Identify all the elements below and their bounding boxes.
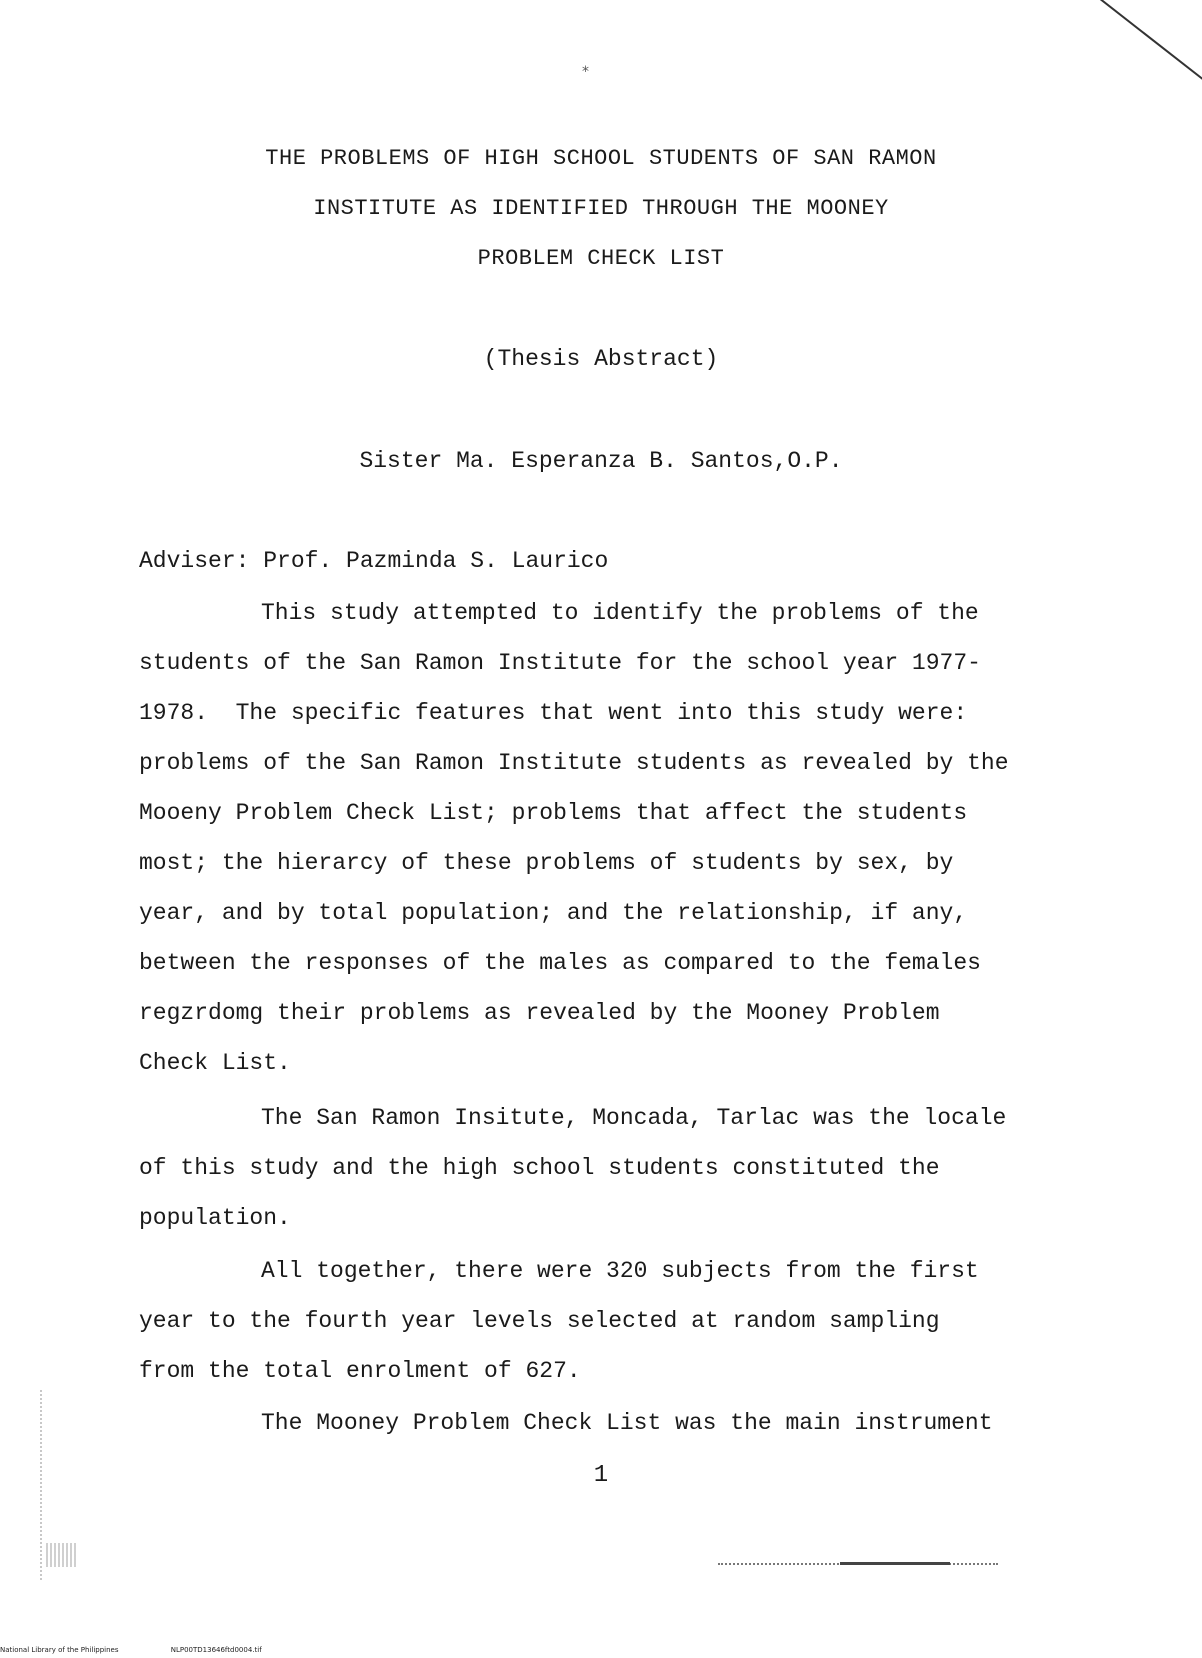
paragraph-line: Mooeny Problem Check List; problems that affect the students	[139, 800, 968, 826]
footer	[0, 1646, 312, 1654]
paragraph-line: The San Ramon Insitute, Moncada, Tarlac was the locale	[261, 1105, 1007, 1131]
paragraph-line: students of the San Ramon Institute for the school year 1977-	[139, 650, 981, 676]
paragraph-line: year to the fourth year levels selected at random sampling	[139, 1308, 940, 1334]
title-line-3: PROBLEM CHECK LIST	[477, 246, 725, 271]
footer-library: National Library of the Philippines	[0, 1646, 119, 1654]
paragraph-line: All together, there were 320 subjects from the first	[261, 1258, 979, 1284]
paragraph-line: most; the hierarcy of these problems of students by sex, by	[139, 850, 954, 876]
paragraph-line: Check List.	[139, 1050, 291, 1076]
author: Sister Ma. Esperanza B. Santos,O.P.	[359, 448, 843, 474]
paragraph-line: from the total enrolment of 627.	[139, 1358, 581, 1384]
scan-stamp	[46, 1543, 76, 1567]
subtitle: (Thesis Abstract)	[483, 346, 719, 372]
paragraph-line: of this study and the high school students constituted the	[139, 1155, 940, 1181]
paragraph-line: problems of the San Ramon Institute students as revealed by the	[139, 750, 1009, 776]
paragraph-line: 1978. The specific features that went into this study were:	[139, 700, 968, 726]
paragraph-2	[139, 1093, 1149, 1243]
paragraph-4	[139, 1398, 1149, 1448]
adviser: Adviser: Prof. Pazminda S. Laurico	[139, 548, 609, 574]
title-line-2: INSTITUTE AS IDENTIFIED THROUGH THE MOONEY	[313, 196, 889, 221]
paragraph-3	[139, 1246, 1149, 1396]
scan-mark: *	[582, 64, 589, 80]
page-number: 1	[593, 1462, 609, 1489]
dotted-rule-dark	[840, 1562, 950, 1565]
corner-line	[1097, 0, 1202, 90]
paragraph-line: This study attempted to identify the problems of the	[261, 600, 979, 626]
paragraph-line: year, and by total population; and the relationship, if any,	[139, 900, 968, 926]
paragraph-line: regzrdomg their problems as revealed by the Mooney Problem	[139, 1000, 940, 1026]
title-line-1: THE PROBLEMS OF HIGH SCHOOL STUDENTS OF SAN RAMON	[265, 146, 937, 171]
paragraph-1	[139, 588, 1149, 1088]
paragraph-line: population.	[139, 1205, 291, 1231]
paragraph-line: The Mooney Problem Check List was the main instrument	[261, 1410, 993, 1436]
footer-file: NLP00TD13646ftd0004.tif	[170, 1646, 262, 1654]
paragraph-line: between the responses of the males as compared to the females	[139, 950, 981, 976]
